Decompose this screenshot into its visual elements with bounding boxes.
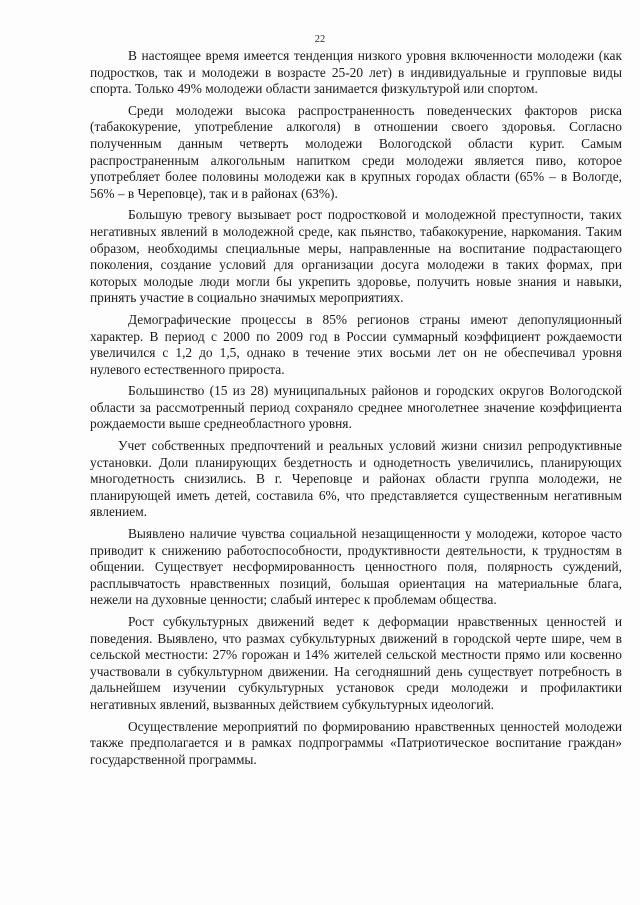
paragraph-birth-rate: Большинство (15 из 28) муниципальных районов и городских округов Вологодской области за рассмотренный период сохраняло среднее многолетнее значение коэффициента рождаемости выше среднеобластного уровня.	[90, 383, 622, 432]
paragraph-reproductive-attitudes: Учет собственных предпочтений и реальных условий жизни снизил репродуктивные установки. Доли планирующих бездетность и однодетность увеличились, планирующих многодетность снизились. В г. Череповце и районах области группа молодежи, не планирующей иметь детей, составила 6%, что представляется существенным негативным явлением.	[90, 438, 622, 520]
paragraph-social-insecurity: Выявлено наличие чувства социальной незащищенности у молодежи, которое часто приводит к снижению работоспособности, продуктивности деятельности, к трудностям в общении. Существует несформированность ценностного поля, полярность суждений, расплывчатость нравственных позиций, большая ориентация на материальные блага, нежели на духовные ценности; слабый интерес к проблемам общества.	[90, 526, 622, 608]
paragraph-subcultures: Рост субкультурных движений ведет к деформации нравственных ценностей и поведения. Выявлено, что размах субкультурных движений в городской черте шире, чем в сельской местности: 27% горожан и 14% жителей сельской местности прямо или косвенно участвовали в субкультурном движении. На сегодняшний день существует потребность в дальнейшем изучении субкультурных установок среди молодежи и профилактики негативных явлений, вызванных действием субкультурных идеологий.	[90, 614, 622, 712]
document-body	[90, 48, 622, 773]
paragraph-patriotic-education: Осуществление мероприятий по формированию нравственных ценностей молодежи также предполагается и в рамках подпрограммы «Патриотическое воспитание граждан» государственной программы.	[90, 718, 622, 767]
paragraph-youth-crime: Большую тревогу вызывает рост подростковой и молодежной преступности, таких негативных явлений в молодежной среде, как пьянство, табакокурение, наркомания. Таким образом, необходимы специальные меры, направленные на воспитание подрастающего поколения, создание условий для организации досуга молодежи в таких формах, при которых молодые люди могли бы укрепить здоровье, получить новые знания и навыки, принять участие в социально значимых мероприятиях.	[90, 207, 622, 306]
paragraph-sports-participation: В настоящее время имеется тенденция низкого уровня включенности молодежи (как подростков, так и молодежи в возрасте 25-20 лет) в индивидуальные и групповые виды спорта. Только 49% молодежи области занимается физкультурой или спортом.	[90, 48, 622, 97]
page-number: 22	[314, 34, 326, 45]
paragraph-risk-factors: Среди молодежи высока распространенность поведенческих факторов риска (табакокурение, употребление алкоголя) в отношении своего здоровья. Согласно полученным данным четверть молодежи Вологодской области курит. Самым распространенным алкогольным напитком среди молодежи является пиво, которое употребляет более половины молодежи как в крупных городах области (65% – в Вологде, 56% – в Череповце), так и в районах (63%).	[90, 102, 622, 201]
paragraph-demographics: Демографические процессы в 85% регионов страны имеют депопуляционный характер. В период с 2000 по 2009 год в России суммарный коэффициент рождаемости увеличился с 1,2 до 1,5, однако в течение этих восьми лет он не обеспечивал уровня нулевого естественного прироста.	[90, 311, 622, 377]
